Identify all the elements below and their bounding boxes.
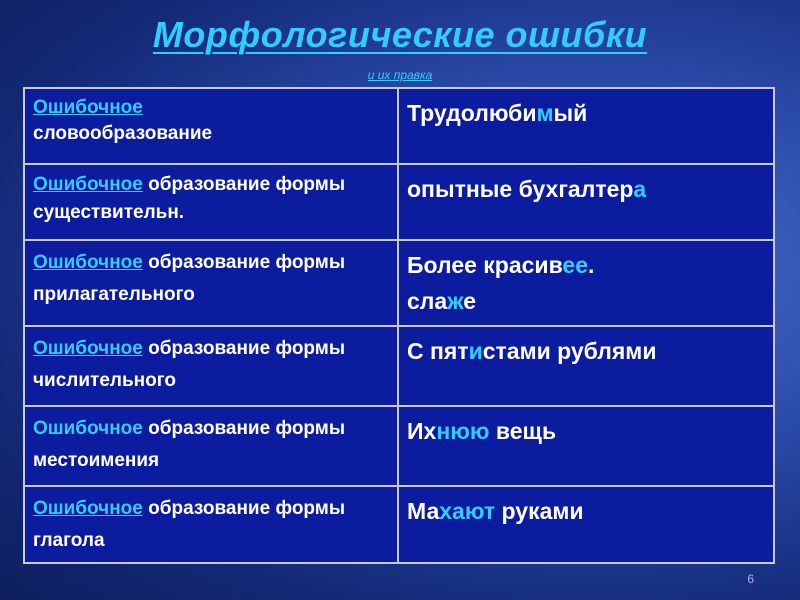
error-type-cell bbox=[24, 406, 398, 486]
example-highlight: ее bbox=[562, 252, 589, 278]
error-type-cell bbox=[24, 486, 398, 563]
example-text: вещь bbox=[489, 418, 557, 444]
error-type-cell bbox=[24, 88, 398, 164]
slide-subtitle: и их правка bbox=[367, 68, 433, 82]
error-type-text: образование формы прилагательного bbox=[33, 252, 346, 305]
example-cell bbox=[398, 240, 774, 326]
example-text: руками bbox=[495, 498, 584, 524]
example-cell bbox=[398, 326, 774, 406]
error-type-highlight: Ошибочное bbox=[33, 498, 143, 519]
error-type-text: образование формы местоимения bbox=[33, 418, 346, 471]
table-row bbox=[24, 406, 774, 486]
example-text: . bbox=[588, 252, 595, 278]
example-text: е bbox=[463, 288, 477, 314]
example-highlight: а bbox=[633, 176, 647, 202]
example-cell bbox=[398, 406, 774, 486]
error-type-text: образование формы глагола bbox=[33, 498, 346, 551]
error-type-cell bbox=[24, 240, 398, 326]
example-text: стами рублями bbox=[482, 338, 657, 364]
example-text: опытные бухгалтер bbox=[407, 176, 634, 202]
slide-title: Морфологические ошибки bbox=[152, 14, 648, 55]
example-text: Ма bbox=[407, 498, 440, 524]
error-type-text: образование формы числительного bbox=[33, 338, 346, 391]
example-text: Их bbox=[407, 418, 437, 444]
example-text: С пят bbox=[407, 338, 469, 364]
example-cell bbox=[398, 164, 774, 240]
table-row bbox=[24, 88, 774, 164]
error-type-cell bbox=[24, 164, 398, 240]
error-type-cell bbox=[24, 326, 398, 406]
error-type-highlight: Ошибочное bbox=[33, 252, 143, 273]
example-highlight: м bbox=[536, 100, 554, 126]
table-row bbox=[24, 486, 774, 563]
table-row bbox=[24, 164, 774, 240]
table-row bbox=[24, 326, 774, 406]
page-number: 6 bbox=[747, 572, 754, 586]
example-highlight: хают bbox=[439, 498, 496, 524]
error-type-highlight: Ошибочное bbox=[33, 418, 143, 439]
error-type-text: словообразование bbox=[33, 123, 213, 144]
error-type-highlight: Ошибочное bbox=[33, 174, 143, 195]
error-type-highlight: Ошибочное bbox=[33, 338, 143, 359]
example-text: Более красив bbox=[407, 252, 563, 278]
error-type-text: образование формы существительн. bbox=[33, 174, 346, 223]
example-text: ый bbox=[553, 100, 588, 126]
example-highlight: и bbox=[468, 338, 483, 364]
example-text: Трудолюби bbox=[407, 100, 537, 126]
example-text: сла bbox=[407, 288, 448, 314]
example-highlight: ж bbox=[447, 288, 464, 314]
example-cell bbox=[398, 486, 774, 563]
table-row bbox=[24, 240, 774, 326]
example-cell bbox=[398, 88, 774, 164]
error-type-highlight: Ошибочное bbox=[33, 97, 143, 118]
example-highlight: нюю bbox=[436, 418, 490, 444]
errors-table bbox=[23, 87, 775, 564]
